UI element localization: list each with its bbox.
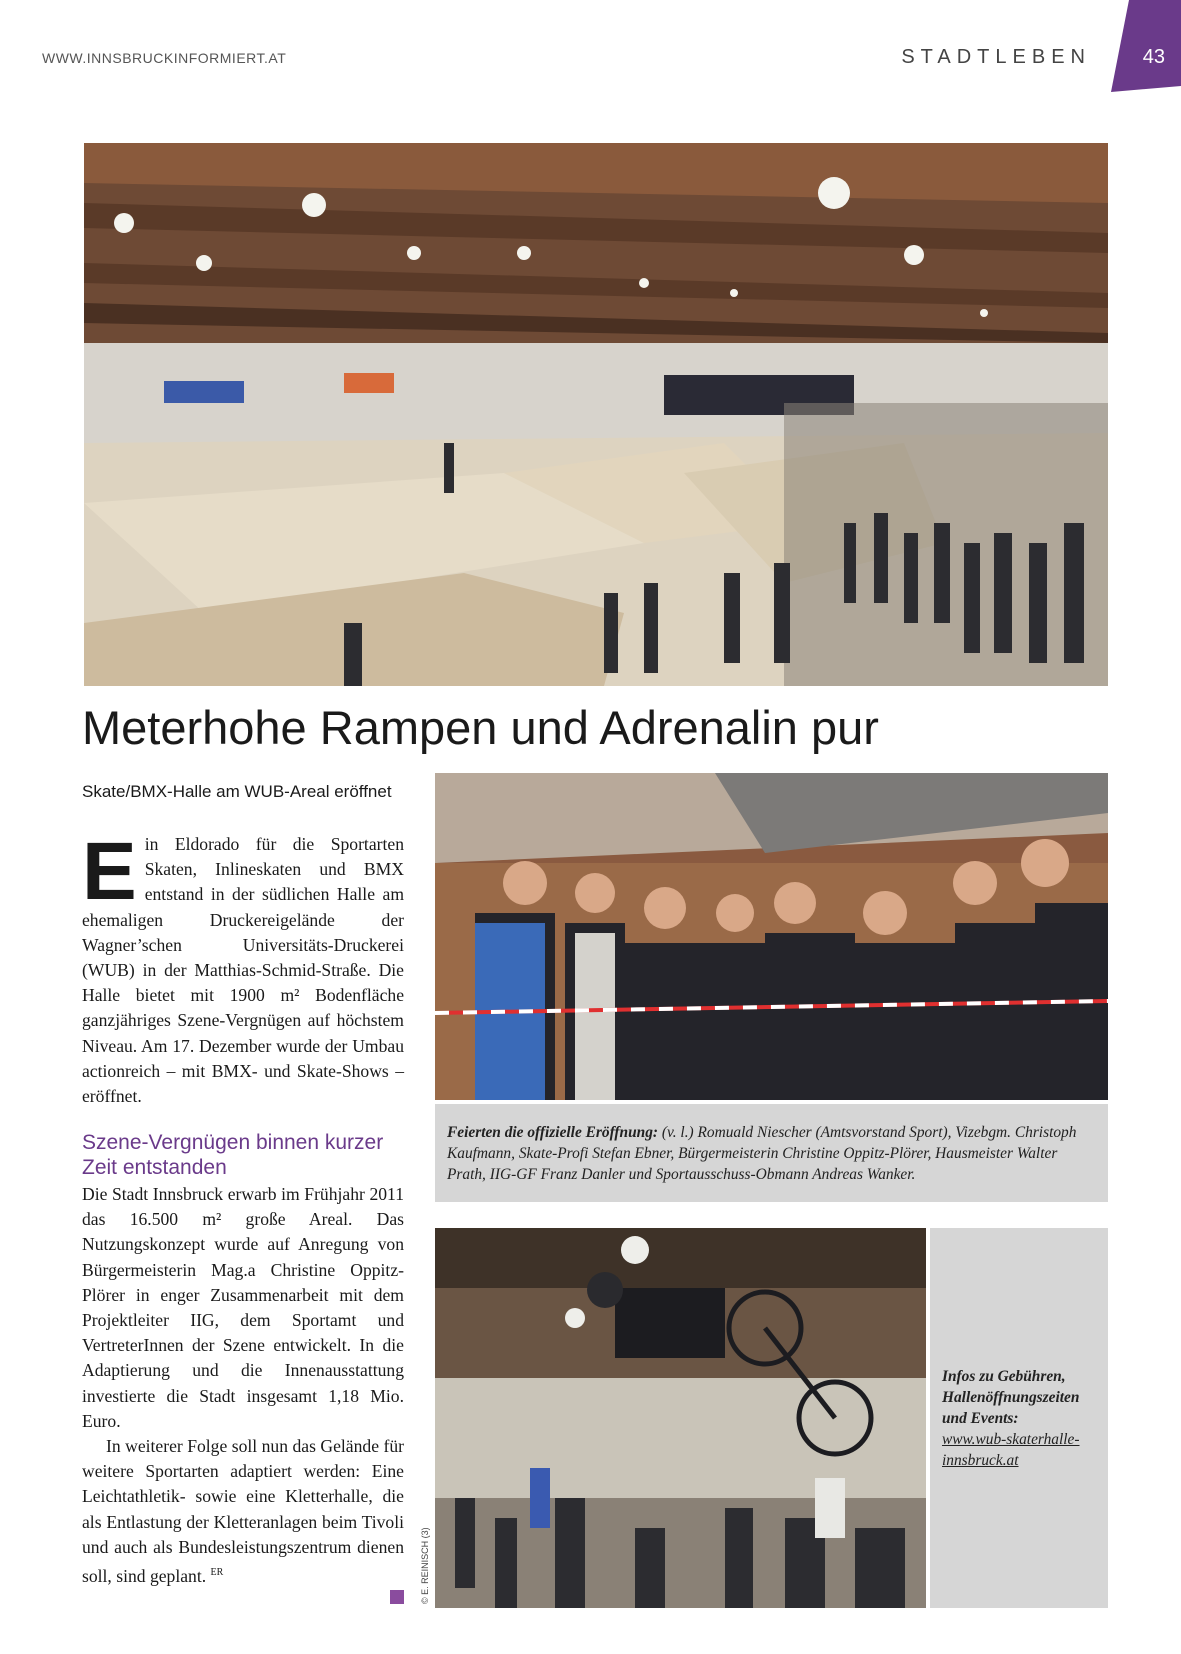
article-subheadline: Skate/BMX-Halle am WUB-Areal eröffnet (82, 782, 392, 801)
section-subheading: Szene-Vergnügen binnen kurzer Zeit entstanden (82, 1131, 384, 1179)
info-title: Infos zu Gebühren, Hallenöffnungszeiten und Events: (942, 1368, 1080, 1427)
page-number-tab (1111, 0, 1181, 92)
author-initials: ER (210, 1567, 224, 1579)
caption-lead: Feierten die offizielle Eröffnung: (447, 1124, 659, 1141)
page-number: 43 (1142, 46, 1165, 68)
skatehall-photo (84, 143, 1108, 686)
intro-paragraph (82, 826, 404, 1109)
body-text (82, 1182, 404, 1589)
paragraph-2: Die Stadt Innsbruck erwarb im Frühjahr 2011 das 16.500 m² große Areal. Das Nutzungskonzept wurde auf Anregung von Bürgermeisterin Mag.a Christine Oppitz-Plörer in enger Zusammenarbeit mit dem Projektleiter IIG, dem Sportamt und VertreterInnen der Szene entwickelt. In die Adaptierung und die Innenausstattung investierte die Stadt insgesamt 1,18 Mio. Euro. (82, 1184, 404, 1431)
caption-text: (v. l.) Romuald Niescher (Amtsvorstand Sport), Vizebgm. Christoph Kaufmann, Skate-Profi Stefan Ebner, Bürgermeisterin Christine Oppitz-Plörer, Hausmeister Walter Prath, IIG-GF Franz Danler und Sportausschuss-Obmann Andreas Wanker. (447, 1124, 1077, 1183)
website-link[interactable]: www.wub-skaterhalle-innsbruck.at (942, 1431, 1080, 1469)
paragraph-3: In weiterer Folge soll nun das Gelände für weitere Sportarten adaptiert werden: Eine Leichtathletik- sowie eine Kletterhalle, die als Entlastung der Kletteranlagen beim Tivoli und auch als Bundesleistungszentrum dienen soll, sind geplant. (82, 1436, 404, 1586)
bmx-photo (435, 1228, 926, 1608)
info-box (930, 1228, 1108, 1608)
section-title: STADTLEBEN (901, 46, 1091, 68)
paragraph-1: in Eldorado für die Sportarten Skaten, Inlineskaten und BMX entstand in der südlichen Halle am ehemaligen Druckereigelände der Wagner’schen Universitäts-Druckerei (WUB) in der Matthias-Schmid-Straße. Die Halle bietet mit 1900 m² Bodenfläche ganzjähriges Szene-Vergnügen auf höchstem Niveau. Am 17. Dezember wurde der Umbau actionreich – mit BMX- und Skate-Shows – eröffnet. (82, 834, 404, 1107)
paragraph-3-wrapper (82, 1434, 404, 1589)
ribbon-cutting-photo (435, 773, 1108, 1100)
dropcap: E (82, 826, 137, 917)
end-mark (390, 1590, 404, 1604)
photo-caption (435, 1104, 1108, 1202)
website-url: WWW.INNSBRUCKINFORMIERT.AT (42, 50, 287, 66)
photo-credit: © E. REINISCH (3) (420, 1527, 430, 1604)
article-headline: Meterhohe Rampen und Adrenalin pur (82, 701, 879, 754)
